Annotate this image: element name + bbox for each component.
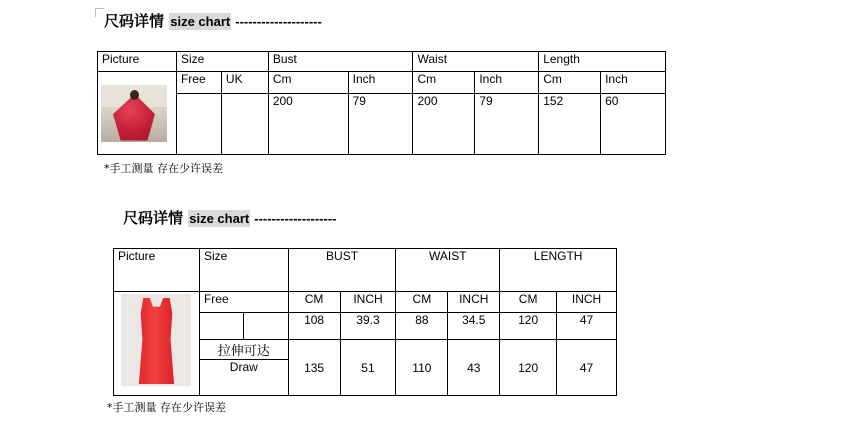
header-picture: Picture [98,52,177,72]
picture-cell [98,72,177,155]
cell-waist-cm: 88 [396,313,448,340]
cell-draw-length-inch: 47 [557,340,617,396]
page-corner-mark [95,8,104,17]
heading-en: size chart [189,211,250,226]
size-chart-heading-1 [104,10,322,31]
header-bust: Bust [268,52,413,72]
heading-dashes: ------------------- [254,211,337,226]
header-size: Size [176,52,268,72]
header-length: LENGTH [500,249,617,292]
measurement-note-1: *手工测量 存在少许误差 [104,162,223,175]
subheader-free: Free [176,72,221,94]
stretch-label: 拉伸可达 [199,340,288,360]
header-length: Length [539,52,666,72]
size-chart-heading-2 [123,207,337,228]
cell-length-inch: 47 [557,313,617,340]
cell-bust-cm: 200 [268,94,348,155]
header-size: Size [199,249,288,292]
cell-draw-waist-inch: 43 [448,340,500,396]
size-table-1 [97,51,666,155]
product-photo-red-bodycon-dress [121,294,191,386]
cell-waist-inch: 79 [475,94,539,155]
header-picture: Picture [114,249,200,292]
subheader-bust-inch: Inch [348,72,413,94]
product-photo-red-kaftan [101,85,167,142]
draw-label: Draw [199,360,288,396]
picture-cell [114,292,200,396]
cell-length-cm: 120 [500,313,557,340]
subheader-free: Free [199,292,288,313]
cell-draw-waist-cm: 110 [396,340,448,396]
subheader-waist-cm: Cm [413,72,475,94]
header-waist: WAIST [396,249,500,292]
cell-free [176,94,221,155]
subheader-waist-cm: CM [396,292,448,313]
heading-cn: 尺码详情 [104,12,165,30]
subheader-length-cm: CM [500,292,557,313]
header-waist: Waist [413,52,539,72]
measurement-note-2: *手工测量 存在少许误差 [107,401,226,414]
subheader-length-inch: INCH [557,292,617,313]
subheader-waist-inch: INCH [448,292,500,313]
heading-cn: 尺码详情 [123,209,184,227]
heading-en: size chart [170,14,231,29]
cell-length-inch: 60 [601,94,666,155]
size-table-2 [113,248,617,396]
cell-bust-cm: 108 [288,313,340,340]
cell-draw-length-cm: 120 [500,340,557,396]
subheader-waist-inch: Inch [475,72,539,94]
subheader-length-cm: Cm [539,72,601,94]
header-bust: BUST [288,249,396,292]
cell-waist-cm: 200 [413,94,475,155]
subheader-length-inch: Inch [601,72,666,94]
empty-size-cell [199,313,243,340]
subheader-bust-cm: Cm [268,72,348,94]
cell-uk [221,94,268,155]
subheader-bust-inch: INCH [340,292,396,313]
subheader-uk: UK [221,72,268,94]
empty-size-cell [243,313,288,340]
cell-waist-inch: 34.5 [448,313,500,340]
cell-length-cm: 152 [539,94,601,155]
subheader-bust-cm: CM [288,292,340,313]
heading-dashes: -------------------- [235,14,322,29]
cell-draw-bust-cm: 135 [288,340,340,396]
cell-bust-inch: 39.3 [340,313,396,340]
cell-draw-bust-inch: 51 [340,340,396,396]
cell-bust-inch: 79 [348,94,413,155]
